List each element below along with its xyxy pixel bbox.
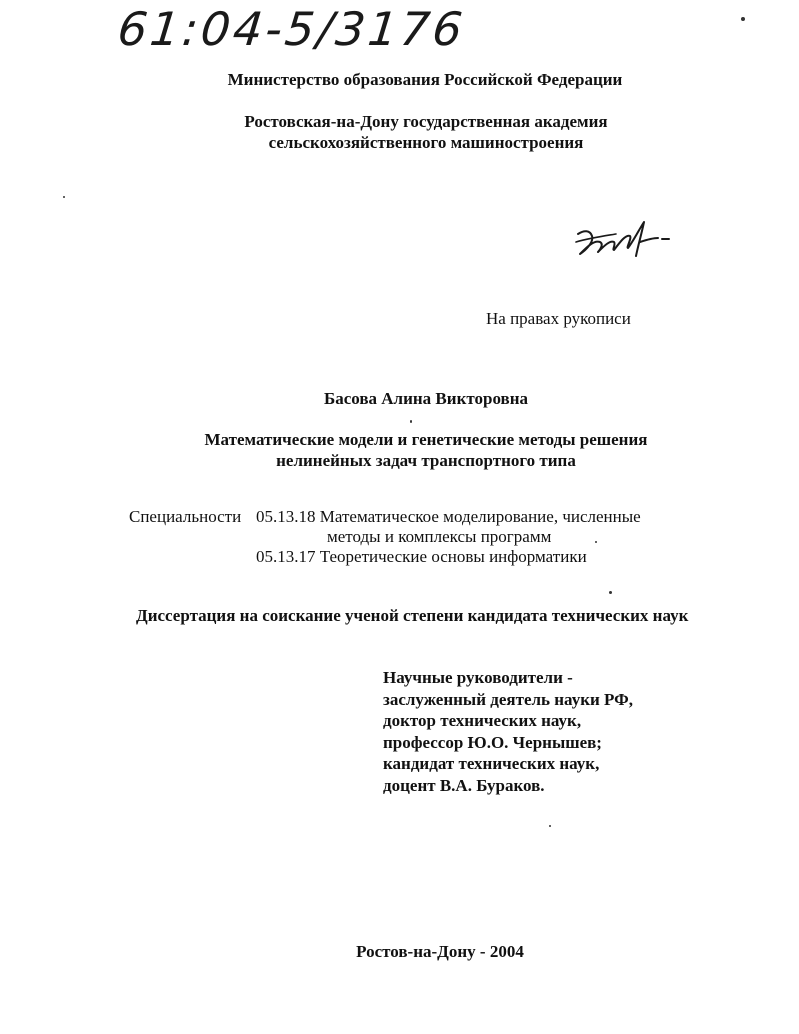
dissertation-title xyxy=(0,429,799,471)
ministry-heading: Министерство образования Российской Федерации xyxy=(227,70,623,89)
handwritten-catalog-number: 61:04-5/3176 xyxy=(115,2,468,56)
scan-speck xyxy=(549,825,551,827)
title-line: Математические модели и генетические методы решения xyxy=(204,430,648,449)
academy-line: Ростовская-на-Дону государственная академия xyxy=(244,112,608,131)
dissertation-statement: Диссертация на соискание ученой степени кандидата технических наук xyxy=(136,606,689,625)
title-line: нелинейных задач транспортного типа xyxy=(276,451,576,470)
supervisors-line: доцент В.А. Бураков. xyxy=(383,775,545,795)
supervisors-line: заслуженный деятель науки РФ, xyxy=(383,689,633,709)
specialties-label: Специальности xyxy=(129,507,242,526)
specialty-1-continued: методы и комплексы программ xyxy=(327,527,552,546)
supervisors-block xyxy=(383,667,633,796)
academy-heading xyxy=(0,111,799,153)
supervisors-line: кандидат технических наук, xyxy=(383,754,600,773)
rights-note: На правах рукописи xyxy=(486,309,631,328)
handwritten-signature xyxy=(570,212,670,267)
scan-speck xyxy=(63,196,65,198)
city-year-footer: Ростов-на-Дону - 2004 xyxy=(356,942,524,961)
scan-speck xyxy=(741,17,745,21)
specialty-2: 05.13.17 Теоретические основы информатики xyxy=(256,547,587,566)
supervisors-line: Научные руководители - xyxy=(383,668,573,687)
academy-line: сельскохозяйственного машиностроения xyxy=(268,133,584,152)
scan-speck xyxy=(609,591,612,594)
author-name: Басова Алина Викторовна xyxy=(323,389,528,408)
supervisors-line: доктор технических наук, xyxy=(383,711,582,730)
specialty-1: 05.13.18 Математическое моделирование, численные xyxy=(256,507,641,526)
scan-speck xyxy=(595,541,597,543)
scan-speck xyxy=(410,420,412,423)
supervisors-line: профессор Ю.О. Чернышев; xyxy=(383,732,602,752)
